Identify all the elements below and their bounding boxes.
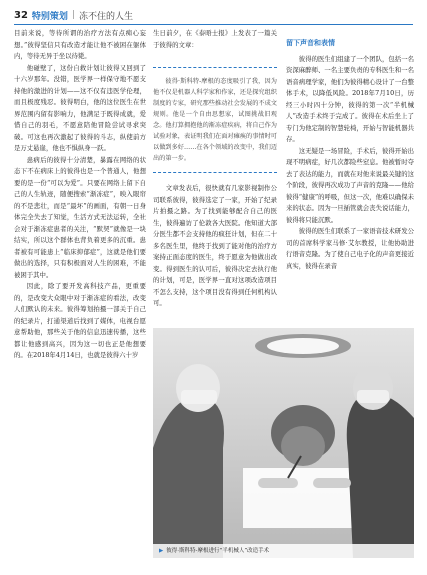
photo-caption	[153, 544, 414, 558]
surgery-photo-image	[153, 328, 414, 558]
header-rule	[14, 24, 413, 25]
paragraph: 因此，除了要开发高科技产品，更重要的，是改变大众眼中对于渐冻症的看法，改变人们默认的未来。彼得筹划拍摄一部关于自己的纪录片，打通渠道后找到了媒体，电视台愿意帮助他，那些关于他的信息迅速传播，这些都让他感到高兴，因为这一切也正是他想要的。在2018年4月14日，也就是彼得六十岁	[14, 282, 146, 359]
paragraph: 患病后的彼得十分清楚，暴露在网络的状态下不在病床上的彼得也是一个普通人，他想要的是一份“可以为爱”。只要在网络上留下自己的人生轨迹，随便搜索“渐冻症”，映入眼帘的不是悲壮，而是“最坏”的画面，有朝一日身体完全失去了知觉，生活方式无法运转，全社会对于渐冻症患者的关注，“默契”就像是一块结实，所以这个群体也背负着更多的沉重。患者被有可能患上“临床抑郁症”，这就是他们要做出的选择，只有积极面对人生的困难，不能被困于其中。	[14, 155, 146, 279]
surgery-photo	[153, 328, 414, 558]
caption-text: 彼得·斯科特-摩根进行“半机械人”改造手术	[166, 548, 270, 554]
page-number: 32	[14, 9, 28, 21]
caption-marker-icon: ▶	[159, 548, 164, 554]
header-separator: |	[71, 10, 75, 20]
paragraph: 生日前夕，在《泰晤士报》上发表了一篇关于彼得的文章：	[153, 29, 277, 49]
article-title: 冻不住的人生	[78, 11, 133, 22]
text-column-2	[153, 28, 277, 310]
section-subhead: 留下声音和表情	[286, 39, 335, 47]
quote-text: 彼得·斯科特-摩根的态度吸引了我，因为他不仅是机器人科学家和作家，还是探究组织制度的专家，研究那些推动社会发展的不成文规则。他是一个自由思想家，试图挑战旧观念。他打算拥抱他的渐冻症疾病，将自己作为试验对象，表证明我们在面对瘫痪的事情时可以做到多好……在各个领域的改变中，我们迈出的第一步。	[153, 78, 277, 162]
text-column-3	[286, 28, 414, 272]
paragraph: 文章发表后，很快就有几家影视制作公司联系彼得，彼得选定了一家，开始了纪录片拍摄之路。为了找到能够配合自己的医生，彼得遍访了伦敦各大医院。他知道大部分医生都不会支持他的疯狂计划，但在二十多名医生里，他终于找到了能对他的治疗方案持正面态度的医生，终于愿意为他做出改变。得到医生的认可后，彼得决定去执行他的计划，可是，医学界一直对这项改造项目不怎么支持，这个项目没有得到任何机构认可。	[153, 184, 277, 307]
paragraph: 这无疑是一场冒险，手术后，彼得开始出现不明病症，好几次都险些窒息。他被暂时夺去了表达的能力，而就在对他来说最关键的这个阶段，彼得再次成功了声音的克隆——他给彼得“健康”的呼吸，但这一次，他难以确保未来的状态。因为一旦插管就会丧失说话能力，彼得将只能沉默。	[286, 146, 414, 224]
paragraph: 他碰壁了，这份自救计划让彼得又回到了十六岁那年。没错，医学界一样保守地不愿支持他的激进的计划——这不仅有违医学伦理，而且极度残忍。彼得明白，他的这位医生在世界范围内留有影响力，他满足于既得成就，爱惜自己的羽毛，不愿意陪他冒险尝试寻求突破。可这也再次激起了彼得的斗志，纵使前方是万丈悬崖，他也不惧纵身一跃。	[14, 63, 146, 152]
running-header	[14, 8, 133, 22]
paragraph: 目前来说，等待所谓的治疗方法有点痴心妄想。”彼得坚信只有改造才能让他不被困在躯体内，等待无异于坐以待毙。	[14, 29, 146, 60]
paragraph: 彼得的医生们组建了一个团队，包括一名资深麻醉师、一名主要负责的专科医生和一名语音病理学家，他们为彼得精心设计了一台整体手术，以降低风险。2018年7月10日，历经三小时四十分钟，彼得的第一次“半机械人”改造手术终于完成了。彼得在术后坐上了专门为他定制的智慧轮椅，开始与智能机器共存。	[286, 54, 414, 143]
section-label: 特别策划	[31, 11, 68, 22]
paragraph: 彼得的医生们联系了一家语音技术研发公司的首席科学家马修·艾尔教授，让他协助进行语音克隆。为了使自己电子化的声音更接近真实，彼得在录音	[286, 227, 414, 270]
text-column-1	[14, 28, 146, 362]
pull-quote	[153, 67, 277, 173]
